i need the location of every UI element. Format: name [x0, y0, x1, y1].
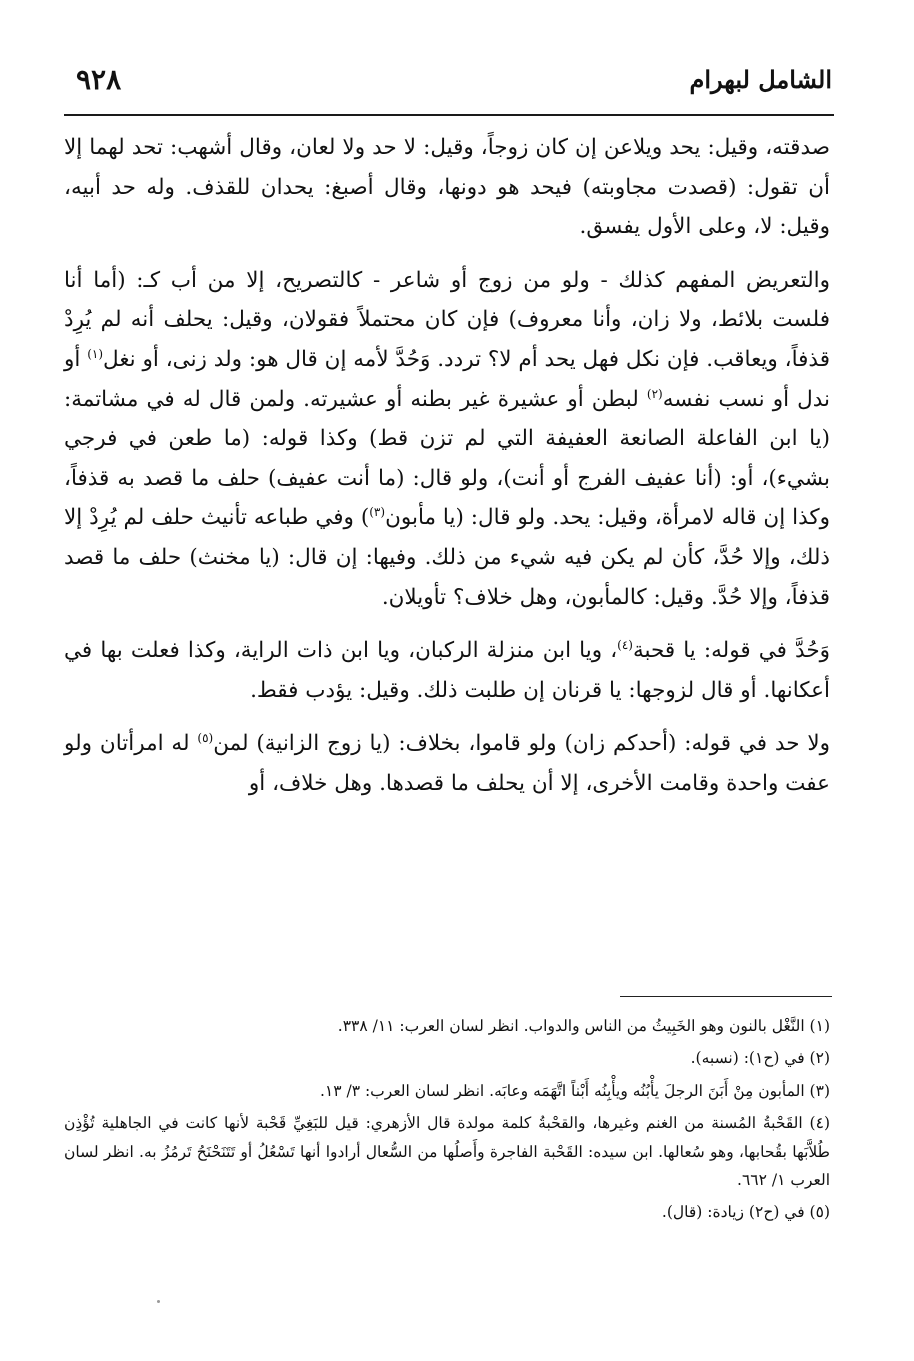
book-title: الشامل لبهرام [689, 64, 832, 94]
paragraph-4 [64, 724, 830, 803]
paragraph-3-part-a: وَحُدَّ في قوله: يا قحبة [632, 638, 830, 664]
paragraph-2-part-c: لبطن أو عشيرة غير بطنه أو عشيرته. ولمن قال له في مشاتمة: (يا ابن الفاعلة الصانعة العفيفة التي لم تزن قط) وكذا قوله: (ما طعن في فرجي بشيء)، أو: (أنا عفيف الفرج أو أنت)، ولو قال: (ما أنت عفيف) حلف ما قصد به قذفاً، وكذا إن قاله لامرأة، وقيل: يحد. ولو قال: (يا مأبون [64, 386, 830, 531]
page-number: ٩٢٨ [76, 62, 122, 96]
paragraph-2 [64, 261, 830, 617]
paragraph-1: صدقته، وقيل: يحد ويلاعن إن كان زوجاً، وقيل: لا حد ولا لعان، وقال أشهب: تحد لهما إلا أن تقول: (قصدت مجاوبته) فيحد هو دونها، وقال أصبغ: يحدان للقذف. وله حد أبيه، وقيل: لا، وعلى الأول يفسق. [64, 135, 830, 240]
paragraph-3 [64, 631, 830, 710]
footnote-4: (٤) القَحْبةُ المُسنة من الغنم وغيرها، والقحْبةُ كلمة مولدة قال الأزهري: قيل للبَغِيِّ قَحْبة لأنها كانت في الجاهلية تُؤْذِن طُلاَّبَها بقُحابها، وهو سُعالها. ابن سيده: القَحْبة الفاجرة وأَصلُها من السُّعال أرادوا أنها تَسْعُلُ أو تَتَنَحْنَحُ تَرمُزُ به. انظر لسان العرب ١/ ٦٦٢. [64, 1114, 830, 1190]
paragraph-4-part-b: له امرأتان ولو عفت واحدة وقامت الأخرى، إلا أن يحلف ما قصدها. وهل خلاف، أو [64, 731, 830, 796]
paragraph-2-part-a: والتعريض المفهم كذلك - ولو من زوج أو شاعر - كالتصريح، إلا من أب كـ: (أما أنا فلست بلائط، ولا زان، وأنا معروف) فإن كان محتملاً فقولان، وقيل: يحلف أنه لم يُرِدْ قذفاً، ويعاقب. فإن نكل فهل يحد أم لا؟ تردد. وَحُدَّ لأمه إن قال هو: ولد زنى، أو نغل [64, 267, 830, 372]
scan-speck [157, 1300, 160, 1303]
footnote-marker-3[interactable]: (٣) [369, 505, 386, 520]
footnotes [64, 1012, 830, 1231]
paragraph-2-part-d: ) وفي طباعه تأنيث حلف لم يُرِدْ إلا ذلك، وإلا حُدَّ، كأن لم يكن فيه شيء من ذلك. وفيها: إن قال: (يا مخنث) حلف ما قصد قذفاً، وإلا حُدَّ. وقيل: كالمأبون، وهل خلاف؟ تأويلان. [64, 505, 830, 610]
footnote-marker-1[interactable]: (١) [87, 346, 104, 361]
footnote-2: (٢) في (ح١): (نسبه). [690, 1049, 830, 1068]
footnote-marker-2[interactable]: (٢) [646, 386, 663, 401]
footnote-separator [620, 996, 832, 997]
footnote-5: (٥) في (ح٢) زيادة: (قال). [661, 1203, 830, 1222]
footnote-marker-5[interactable]: (٥) [197, 731, 214, 746]
footnote-3: (٣) المأبون مِنْ أَبَنَ الرجلَ يأْبُنُه ويأْبِنُه أَبْناً اتَّهَمَه وعابَه. انظر لسان العرب: ٣/ ١٣. [319, 1081, 830, 1100]
footnote-marker-4[interactable]: (٤) [617, 637, 633, 652]
footnote-1: (١) النَّغْل بالنون وهو الخَبِيثُ من الناس والدواب. انظر لسان العرب: ١١/ ٣٣٨. [337, 1017, 830, 1035]
header-rule [64, 114, 834, 116]
main-text [64, 128, 830, 804]
paragraph-3-part-b: ، ويا ابن منزلة الركبان، ويا ابن ذات الراية، وكذا فعلت بها في أعكانها. أو قال لزوجها: يا قرنان إن طلبت ذلك. وقيل: يؤدب فقط. [64, 638, 830, 703]
running-header [64, 56, 832, 102]
paragraph-4-part-a: ولا حد في قوله: (أحدكم زان) ولو قاموا، بخلاف: (يا زوج الزانية) لمن [213, 731, 831, 757]
paragraph-2-part-b: أو ندل أو نسب نفسه [64, 346, 830, 412]
